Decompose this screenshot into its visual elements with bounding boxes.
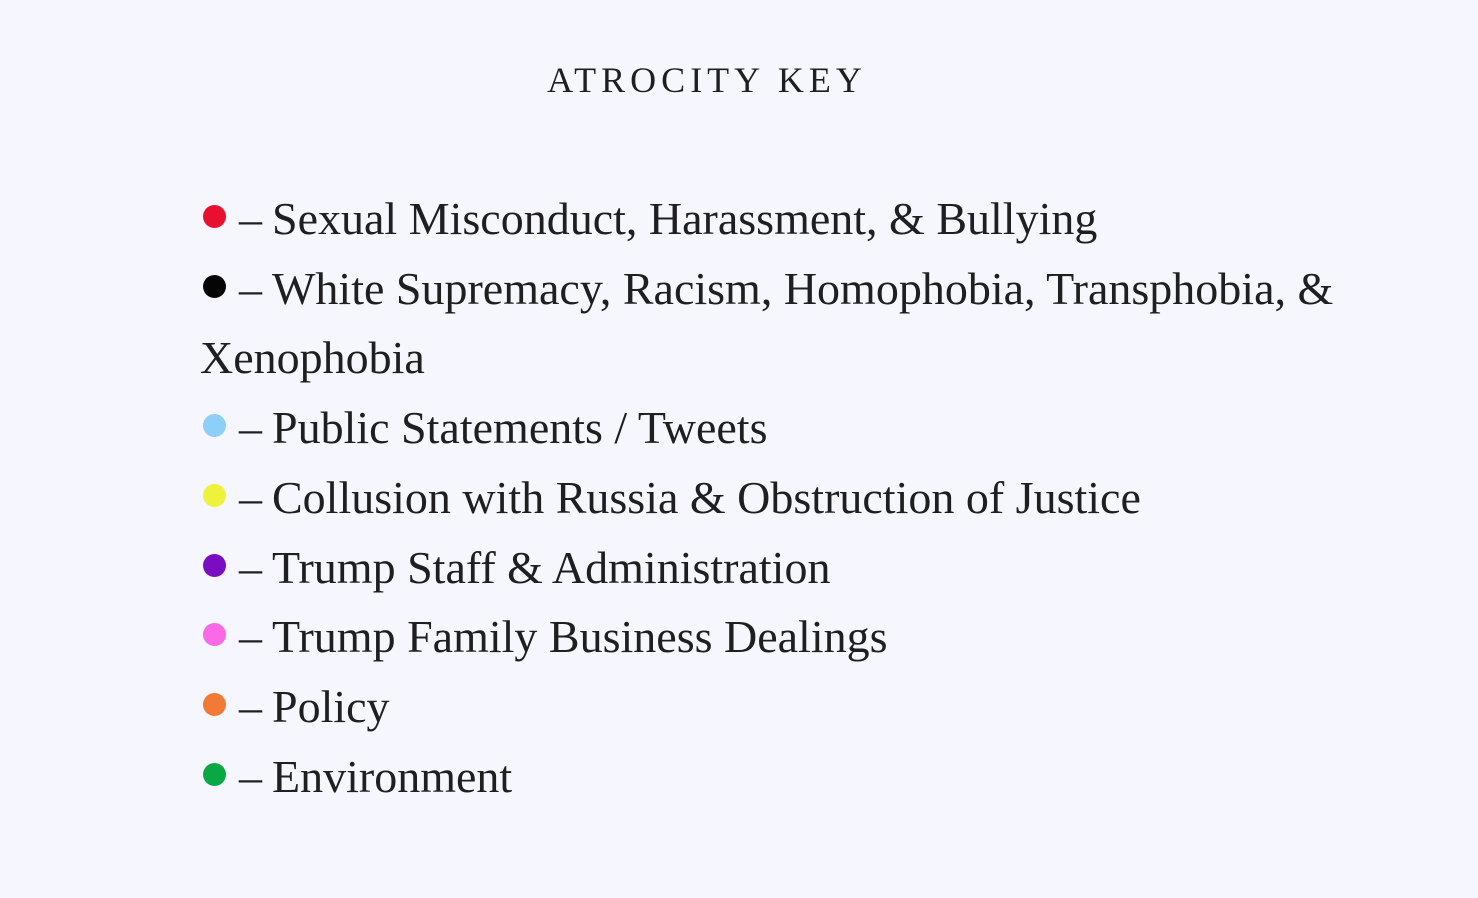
separator: – <box>239 471 262 523</box>
key-label: Environment <box>272 750 513 802</box>
green-dot-icon <box>203 763 226 786</box>
separator: – <box>239 680 262 732</box>
yellow-dot-icon <box>203 484 226 507</box>
key-item-public-statements <box>200 393 1400 463</box>
separator: – <box>239 611 262 663</box>
black-dot-icon <box>203 275 226 298</box>
red-dot-icon <box>203 205 226 228</box>
pink-dot-icon <box>203 623 226 646</box>
key-label: Trump Family Business Dealings <box>272 611 888 663</box>
purple-dot-icon <box>203 554 226 577</box>
key-label: Policy <box>272 680 390 732</box>
light-blue-dot-icon <box>203 414 226 437</box>
key-label: Sexual Misconduct, Harassment, & Bullying <box>272 193 1098 244</box>
key-item-trump-staff <box>200 533 1400 603</box>
key-label: Public Statements / Tweets <box>272 402 768 454</box>
key-label: Trump Staff & Administration <box>272 541 831 593</box>
atrocity-key-list <box>200 184 1400 811</box>
separator: – <box>239 262 262 314</box>
key-item-white-supremacy <box>200 254 1400 393</box>
key-item-collusion-russia <box>200 463 1400 533</box>
orange-dot-icon <box>203 693 226 716</box>
key-item-family-business <box>200 602 1400 672</box>
key-item-sexual-misconduct <box>200 184 1400 254</box>
separator: – <box>239 541 262 593</box>
key-label: Collusion with Russia & Obstruction of Justice <box>272 471 1141 523</box>
separator: – <box>239 402 262 454</box>
separator: – <box>239 750 262 802</box>
key-item-policy <box>200 672 1400 742</box>
page-title: ATROCITY KEY <box>547 60 867 100</box>
key-label: White Supremacy, Racism, Homophobia, Transphobia, & Xenophobia <box>200 262 1334 384</box>
separator: – <box>239 193 262 244</box>
key-item-environment <box>200 742 1400 812</box>
